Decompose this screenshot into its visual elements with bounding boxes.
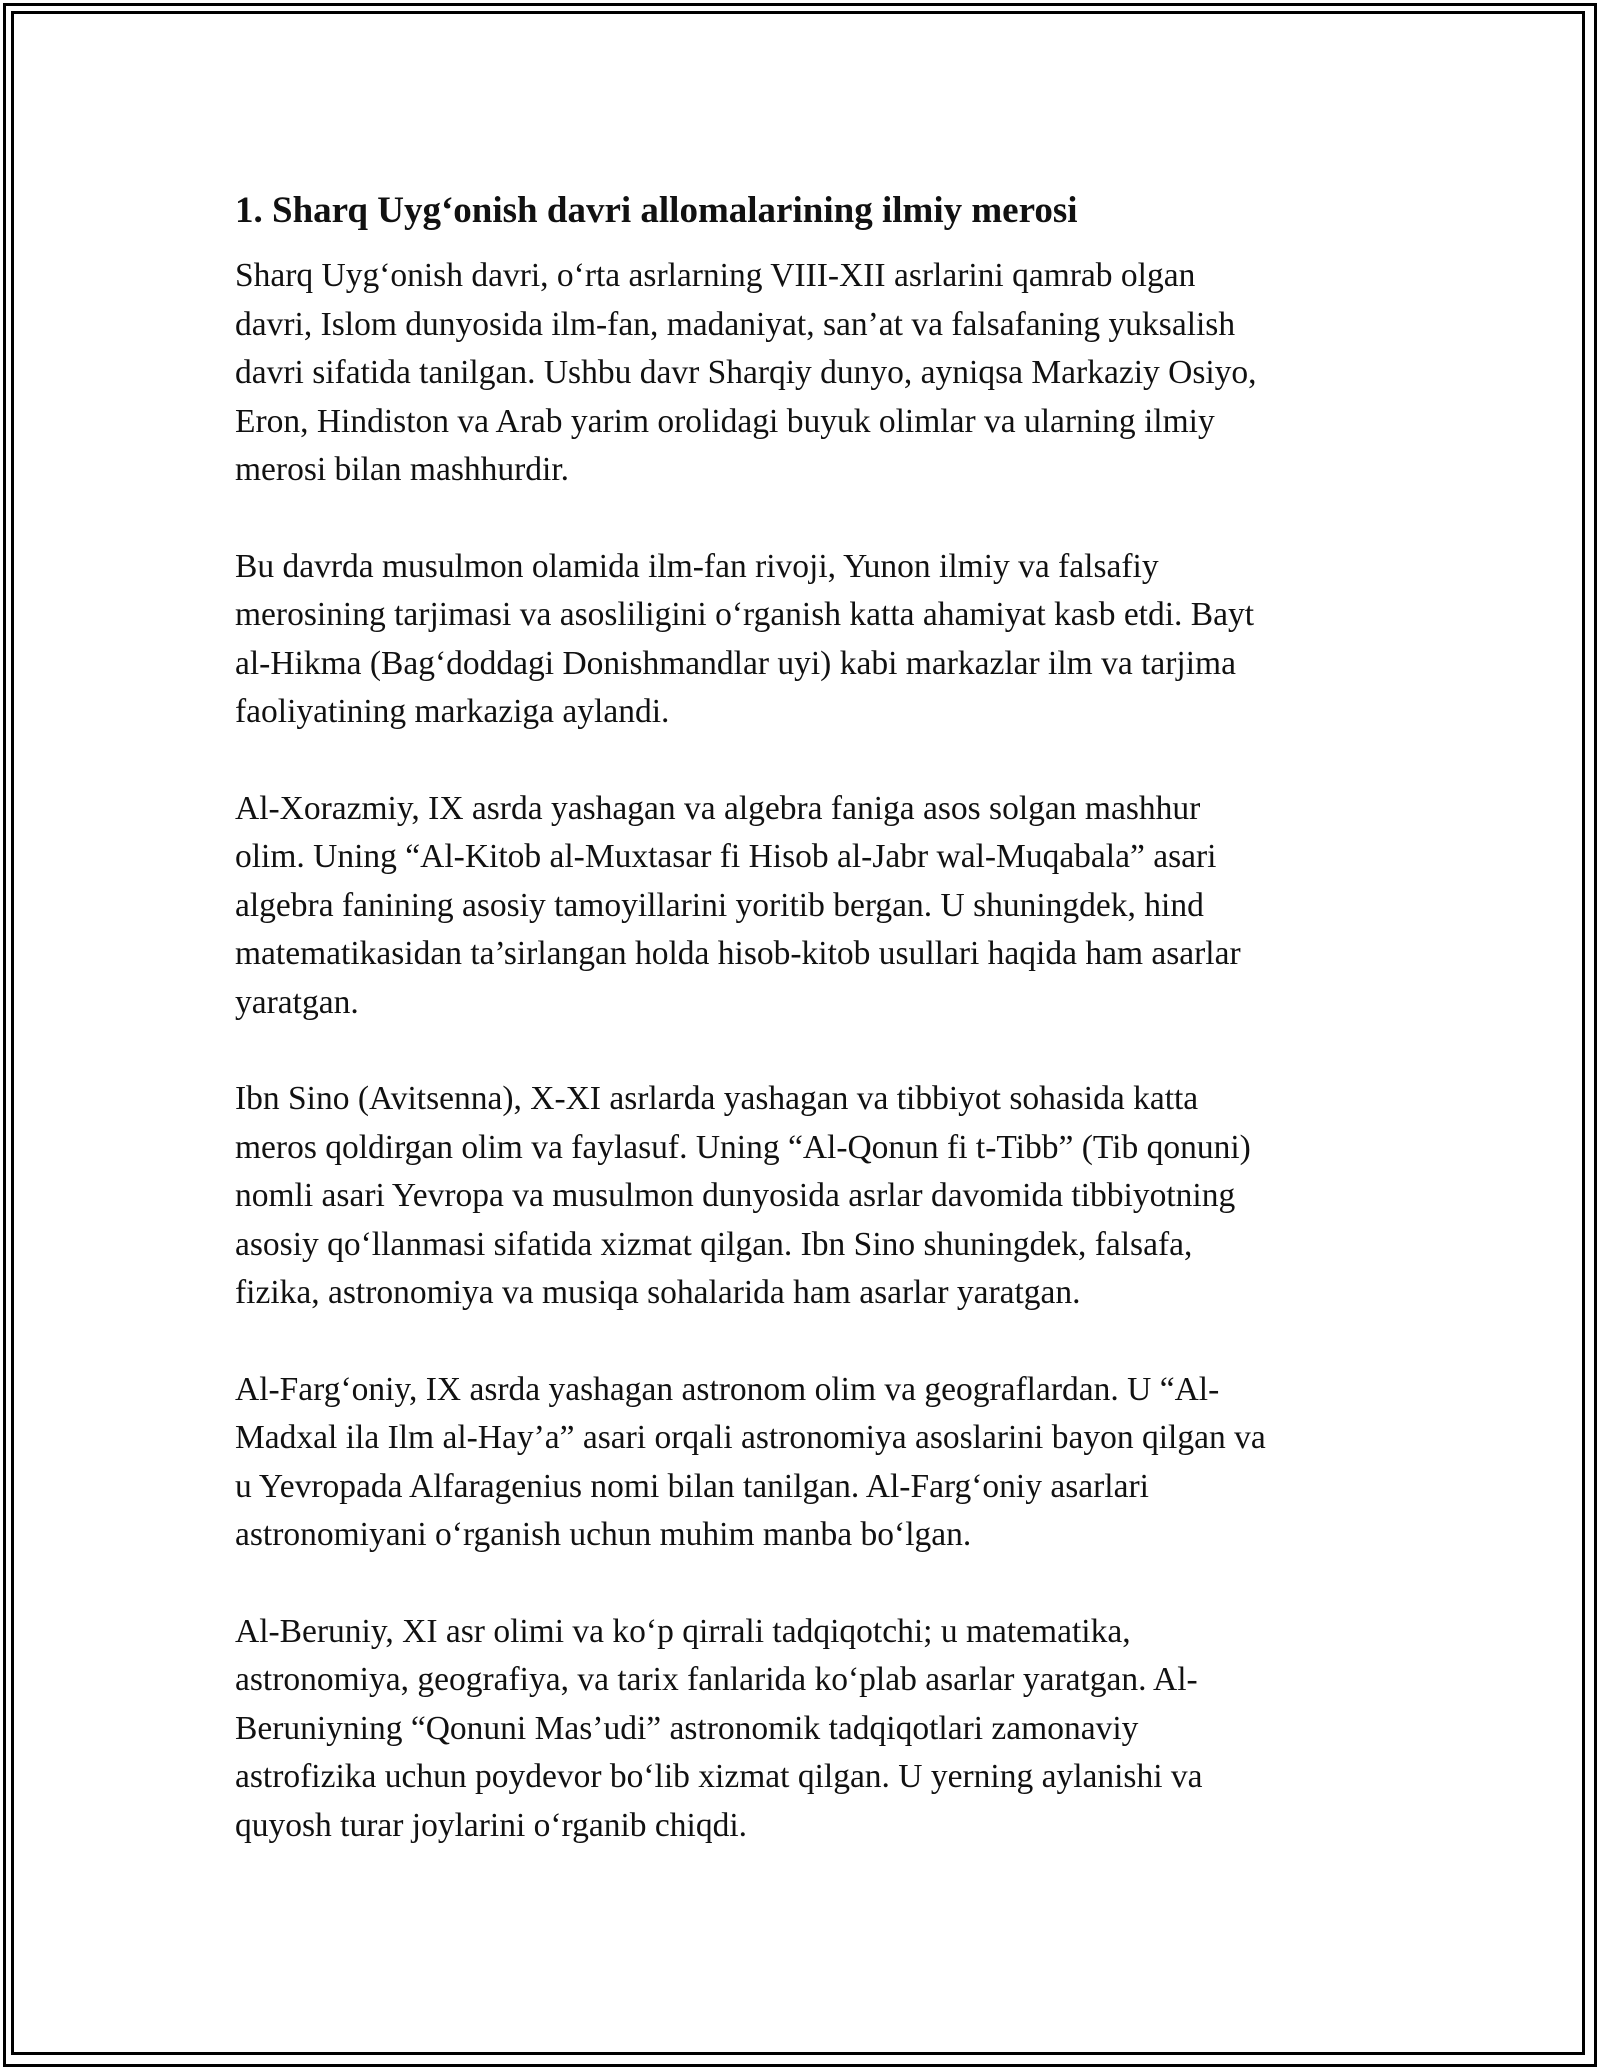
paragraph-ibn-sino [235, 1075, 1375, 1318]
text-line: Sharq Uyg‘onish davri, o‘rta asrlarning VIII-XII asrlarini qamrab olgan [235, 257, 1196, 294]
text-line: meros qoldirgan olim va faylasuf. Uning “Al-Qonun fi t-Tibb” (Tib qonuni) [235, 1128, 1251, 1166]
text-line: Al-Farg‘oniy, IX asrda yashagan astronom olim va geograflardan. U “Al- [235, 1370, 1220, 1408]
text-line: asosiy qo‘llanmasi sifatida xizmat qilgan. Ibn Sino shuningdek, falsafa, [235, 1225, 1193, 1263]
text-line: yaratgan. [235, 983, 359, 1021]
paragraph-al-beruniy [235, 1608, 1375, 1851]
text-line: Madxal ila Ilm al-Hay’a” asari orqali astronomiya asoslarini bayon qilgan va [235, 1419, 1266, 1456]
text-line: fizika, astronomiya va musiqa sohalarida ham asarlar yaratgan. [235, 1274, 1081, 1311]
text-line: merosining tarjimasi va asosliligini o‘rganish katta ahamiyat kasb etdi. Bayt [235, 596, 1255, 633]
text-line: merosi bilan mashhurdir. [235, 451, 570, 488]
text-line: Al-Xorazmiy, IX asrda yashagan va algebra faniga asos solgan mashhur [235, 789, 1201, 827]
section-heading: 1. Sharq Uyg‘onish davri allomalarining ilmiy merosi [235, 190, 1078, 231]
paragraph-translation-movement [235, 543, 1375, 737]
text-line: matematikasidan ta’sirlangan holda hisob-kitob usullari haqida ham asarlar [235, 935, 1241, 972]
text-line: algebra fanining asosiy tamoyillarini yoritib bergan. U shuningdek, hind [235, 886, 1204, 924]
document-body [235, 184, 1375, 1898]
text-line: u Yevropada Alfaragenius nomi bilan tanilgan. Al-Farg‘oniy asarlari [235, 1467, 1149, 1505]
text-line: Eron, Hindiston va Arab yarim orolidagi buyuk olimlar va ularning ilmiy [235, 402, 1215, 440]
text-line: astronomiyani o‘rganish uchun muhim manba bo‘lgan. [235, 1516, 972, 1553]
paragraph-al-xorazmiy [235, 785, 1375, 1028]
text-line: faoliyatining markaziga aylandi. [235, 693, 670, 730]
text-line: Beruniyning “Qonuni Mas’udi” astronomik tadqiqotlari zamonaviy [235, 1709, 1139, 1747]
text-line: quyosh turar joylarini o‘rganib chiqdi. [235, 1806, 748, 1844]
paragraph-intro [235, 252, 1375, 495]
text-line: astronomiya, geografiya, va tarix fanlarida ko‘plab asarlar yaratgan. Al- [235, 1661, 1198, 1698]
text-line: davri, Islom dunyosida ilm-fan, madaniyat, san’at va falsafaning yuksalish [235, 305, 1236, 343]
text-line: olim. Uning “Al-Kitob al-Muxtasar fi Hisob al-Jabr wal-Muqabala” asari [235, 838, 1217, 875]
text-line: al-Hikma (Bag‘doddagi Donishmandlar uyi) kabi markazlar ilm va tarjima [235, 644, 1236, 682]
paragraph-al-fargoniy [235, 1366, 1375, 1560]
text-line: astrofizika uchun poydevor bo‘lib xizmat qilgan. U yerning aylanishi va [235, 1758, 1203, 1795]
text-line: Al-Beruniy, XI asr olimi va ko‘p qirrali tadqiqotchi; u matematika, [235, 1612, 1131, 1650]
text-line: nomli asari Yevropa va musulmon dunyosida asrlar davomida tibbiyotning [235, 1177, 1236, 1214]
text-line: Bu davrda musulmon olamida ilm-fan rivoji, Yunon ilmiy va falsafiy [235, 547, 1159, 585]
text-line: Ibn Sino (Avitsenna), X-XI asrlarda yashagan va tibbiyot sohasida katta [235, 1080, 1199, 1117]
text-line: davri sifatida tanilgan. Ushbu davr Sharqiy dunyo, ayniqsa Markaziy Osiyo, [235, 354, 1257, 391]
